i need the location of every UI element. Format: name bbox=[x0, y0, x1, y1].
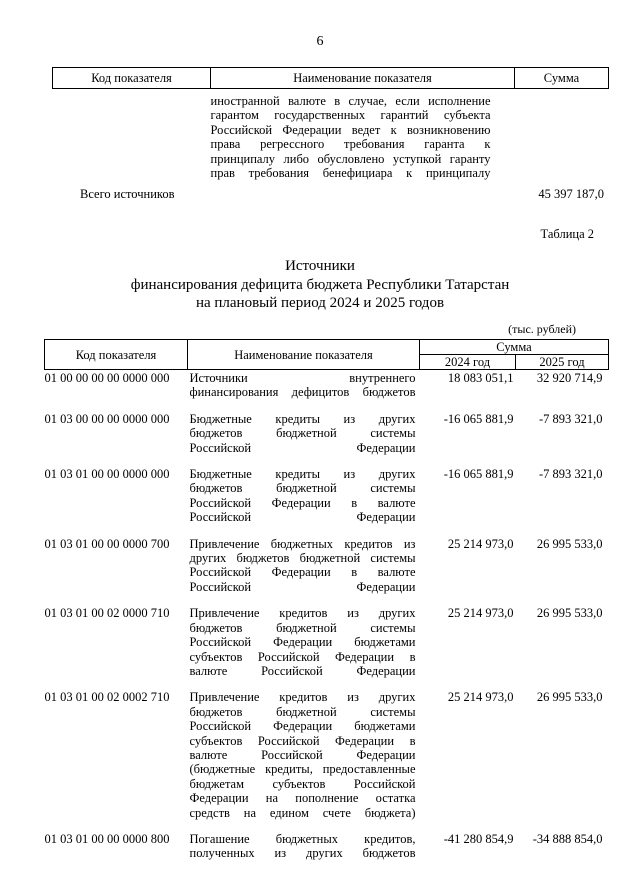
row-value-2025: 26 995 533,0 bbox=[536, 690, 603, 705]
title-line: финансирования дефицита бюджета Республики Татарстан bbox=[130, 276, 510, 293]
row-value-2025: 26 995 533,0 bbox=[536, 536, 603, 551]
row-name-line: средств на едином счете бюджета) bbox=[189, 805, 416, 820]
continuation-line: прав требования бенефициара к принципалу bbox=[210, 166, 491, 181]
row-name bbox=[188, 455, 420, 525]
row-name bbox=[188, 525, 420, 595]
continuation-text bbox=[211, 94, 491, 180]
continuation-line: права регрессного требования гаранта к bbox=[210, 137, 491, 152]
continuation-line: Российской Федерации ведет к возникновению bbox=[210, 122, 491, 137]
row-value-2025: -7 893 321,0 bbox=[538, 411, 603, 426]
header-name: Наименование показателя bbox=[211, 68, 515, 89]
title-line: Источники bbox=[285, 258, 355, 274]
row-name-line: Привлечение бюджетных кредитов из bbox=[189, 536, 416, 551]
row-code: 01 00 00 00 00 0000 000 bbox=[44, 371, 170, 385]
row-name-line: Российской Федерации bbox=[189, 579, 416, 594]
row-name bbox=[188, 820, 420, 861]
row-name-line: Привлечение кредитов из других bbox=[189, 606, 416, 621]
header-code: Код показателя bbox=[45, 340, 188, 370]
header-sum: Сумма bbox=[420, 340, 609, 355]
row-name-line: финансирования дефицитов бюджетов bbox=[189, 385, 416, 400]
header-year-2025: 2025 год bbox=[516, 355, 609, 370]
row-code: 01 03 01 00 02 0002 710 bbox=[44, 690, 170, 705]
row-name bbox=[188, 400, 420, 455]
sources-table-header bbox=[45, 340, 609, 355]
page-title bbox=[0, 257, 640, 313]
row-name-line: бюджетов бюджетной системы bbox=[189, 620, 416, 635]
row-name-line: других бюджетов бюджетной системы bbox=[189, 551, 416, 566]
row-name-line: субъектов Российской Федерации в bbox=[189, 649, 416, 664]
row-value-2025: -7 893 321,0 bbox=[538, 467, 603, 482]
sources-table bbox=[44, 339, 609, 861]
row-name bbox=[188, 678, 420, 820]
continuation-line: принципалу либо обусловлено уступкой гаранту bbox=[210, 151, 491, 166]
header-code: Код показателя bbox=[53, 68, 211, 89]
row-name-line: Привлечение кредитов из других bbox=[189, 690, 416, 705]
table-row bbox=[45, 594, 609, 678]
table-row bbox=[45, 678, 609, 820]
row-name-line: бюджетов бюджетной системы bbox=[189, 426, 416, 441]
header-name: Наименование показателя bbox=[188, 340, 420, 370]
row-name-line: Российской Федерации в валюте bbox=[189, 565, 416, 580]
row-value-2024: 25 214 973,0 bbox=[447, 536, 514, 551]
row-name-line: валюте Российской Федерации bbox=[189, 663, 416, 678]
continuation-table-header bbox=[53, 68, 609, 89]
continuation-line: иностранной валюте в случае, если исполнение bbox=[210, 94, 491, 108]
row-value-2024: 25 214 973,0 bbox=[447, 606, 514, 621]
row-name-line: Федерации на пополнение остатка bbox=[189, 791, 416, 806]
page-number: 6 bbox=[316, 34, 324, 49]
total-sources-label: Всего источников bbox=[80, 187, 175, 201]
row-code: 01 03 01 00 00 0000 700 bbox=[44, 536, 170, 551]
row-name-line: Российской Федерации в валюте bbox=[189, 495, 416, 510]
continuation-table bbox=[52, 67, 609, 180]
row-name-line: Российской Федерации bbox=[189, 510, 416, 525]
table-row bbox=[45, 455, 609, 525]
row-code: 01 03 01 00 02 0000 710 bbox=[44, 606, 170, 621]
row-value-2024: -16 065 881,9 bbox=[443, 467, 514, 482]
table-number: Таблица 2 bbox=[540, 227, 594, 241]
header-sum: Сумма bbox=[515, 68, 609, 89]
units-label: (тыс. рублей) bbox=[508, 322, 576, 336]
row-name-line: бюджетов бюджетной системы bbox=[189, 704, 416, 719]
row-name-line: бюджетов бюджетной системы bbox=[189, 481, 416, 496]
row-name-line: бюджетам субъектов Российской bbox=[189, 776, 416, 791]
row-name-line: Российской Федерации бюджетами bbox=[189, 635, 416, 650]
row-code: 01 03 00 00 00 0000 000 bbox=[44, 411, 170, 426]
table-row bbox=[45, 370, 609, 400]
row-name-line: Российской Федерации bbox=[189, 440, 416, 455]
row-value-2024: -16 065 881,9 bbox=[443, 411, 514, 426]
total-sources-value: 45 397 187,0 bbox=[538, 187, 604, 201]
row-name-line: Российской Федерации бюджетами bbox=[189, 719, 416, 734]
row-name bbox=[188, 594, 420, 678]
row-name-line: субъектов Российской Федерации в bbox=[189, 733, 416, 748]
row-name bbox=[188, 370, 420, 400]
header-year-2024: 2024 год bbox=[420, 355, 516, 370]
row-value-2024: -41 280 854,9 bbox=[443, 831, 514, 846]
row-value-2024: 18 083 051,1 bbox=[447, 371, 514, 385]
row-code: 01 03 01 00 00 0000 000 bbox=[44, 467, 170, 482]
row-name-line: Бюджетные кредиты из других bbox=[189, 467, 416, 482]
row-value-2025: 32 920 714,9 bbox=[536, 371, 603, 385]
row-name-line: Бюджетные кредиты из других bbox=[189, 411, 416, 426]
title-line: на плановый период 2024 и 2025 годов bbox=[195, 295, 445, 311]
table-row bbox=[45, 820, 609, 861]
table-row bbox=[45, 525, 609, 595]
row-value-2025: -34 888 854,0 bbox=[532, 831, 603, 846]
row-value-2025: 26 995 533,0 bbox=[536, 606, 603, 621]
row-name-line: валюте Российской Федерации bbox=[189, 747, 416, 762]
continuation-line: гарантом государственных гарантий субъекта bbox=[210, 108, 491, 123]
row-name-line: полученных из других бюджетов bbox=[189, 846, 416, 861]
row-code: 01 03 01 00 00 0000 800 bbox=[44, 831, 170, 846]
row-value-2024: 25 214 973,0 bbox=[447, 690, 514, 705]
table-row bbox=[45, 400, 609, 455]
row-name-line: Источники внутреннего bbox=[189, 371, 416, 385]
row-name-line: Погашение бюджетных кредитов, bbox=[189, 831, 416, 846]
row-name-line: (бюджетные кредиты, предоставленные bbox=[189, 762, 416, 777]
